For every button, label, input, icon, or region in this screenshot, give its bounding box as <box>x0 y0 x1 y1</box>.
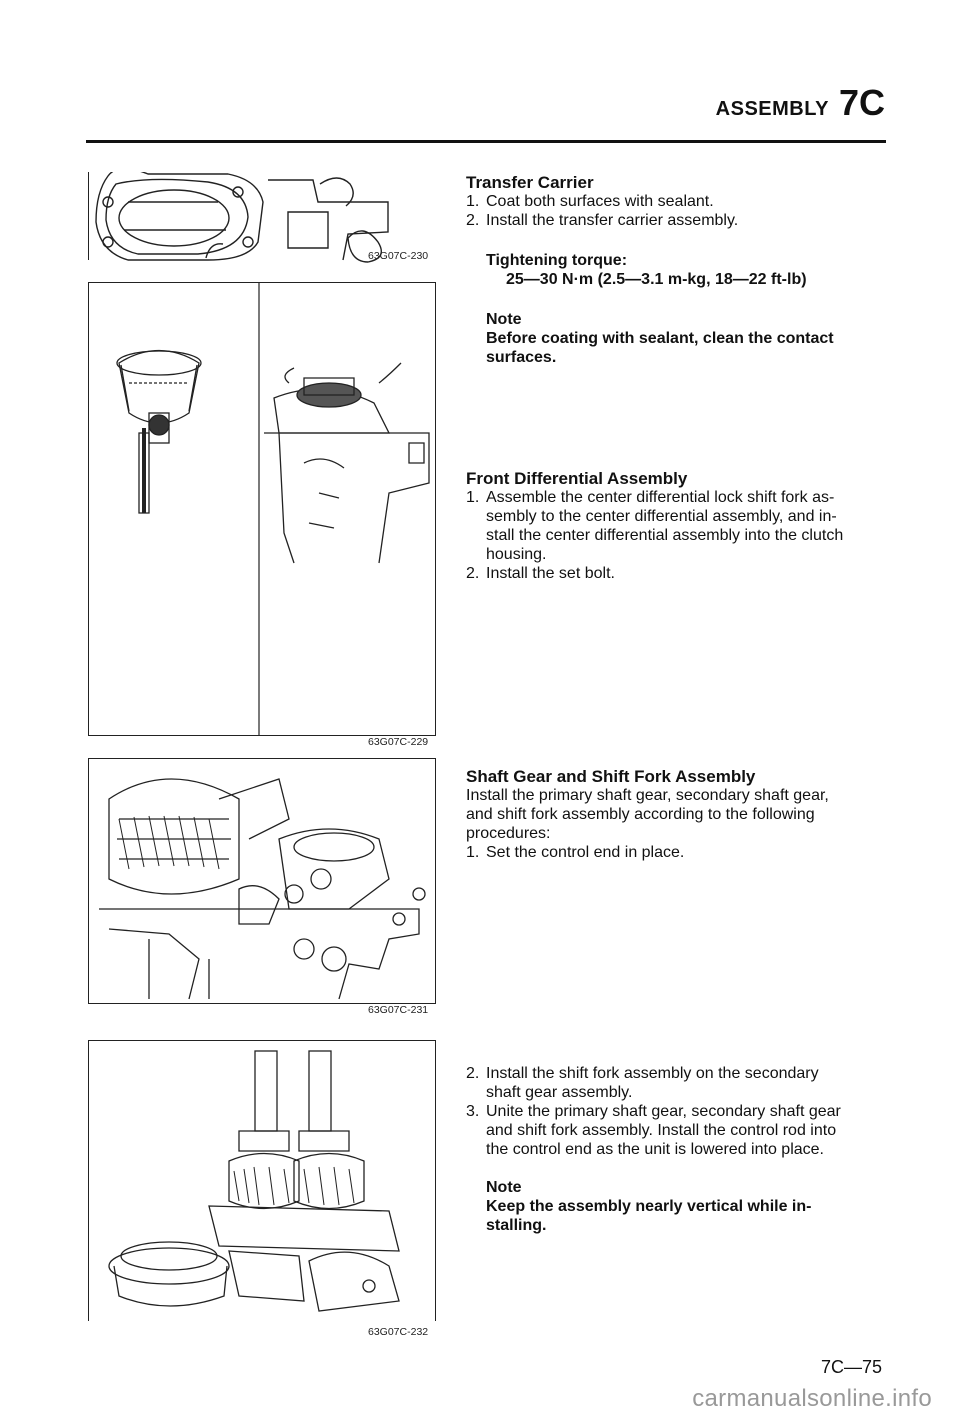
header-rule <box>86 140 886 143</box>
figure-gear-assembly <box>88 1040 436 1321</box>
torque-label: Tightening torque: <box>486 252 628 269</box>
transfer-carrier-step-2: 2. Install the transfer carrier assembly. <box>466 212 739 229</box>
figure-code-229: 63G07C-229 <box>368 736 429 748</box>
transfer-carrier-title: Transfer Carrier <box>466 173 594 192</box>
shaft-gear-note-label: Note <box>486 1179 522 1196</box>
shaft-gear-note-line-2: stalling. <box>486 1217 547 1234</box>
shaft-gear-note-line-1: Keep the assembly nearly vertical while in- <box>486 1198 812 1215</box>
page-number: 7C—75 <box>820 1357 882 1377</box>
transfer-carrier-note-line-2: surfaces. <box>486 349 557 366</box>
transfer-carrier-section <box>466 173 886 367</box>
shaft-gear-title: Shaft Gear and Shift Fork Assembly <box>466 767 756 786</box>
shaft-gear-continued-section <box>466 1064 886 1235</box>
page-header <box>716 82 885 124</box>
front-differential-section <box>466 469 886 583</box>
transfer-carrier-note-label: Note <box>486 311 522 328</box>
figure-front-differential <box>88 282 436 736</box>
figure-code-230: 63G07C-230 <box>368 250 429 262</box>
shaft-gear-intro-line-3: procedures: <box>466 825 551 842</box>
front-differential-step-1: 1. Assemble the center differential lock shift fork as- sembly to the center differential assembly, and in- stall the center differential assembly into the clutch housing. <box>466 489 844 563</box>
shaft-gear-section <box>466 767 886 862</box>
section-title: ASSEMBLY <box>715 98 829 120</box>
shaft-gear-intro-line-1: Install the primary shaft gear, secondary shaft gear, <box>466 787 829 804</box>
site-watermark: carmanualsonline.info <box>692 1385 932 1412</box>
front-differential-step-2: 2. Install the set bolt. <box>466 565 615 582</box>
torque-value: 25—30 N·m (2.5—3.1 m-kg, 18—22 ft-lb) <box>506 271 807 288</box>
shaft-gear-intro-line-2: and shift fork assembly according to the following <box>466 806 815 823</box>
figure-code-232: 63G07C-232 <box>368 1326 429 1338</box>
shaft-gear-step-1: 1. Set the control end in place. <box>466 844 685 861</box>
figure-control-end <box>88 758 436 1004</box>
shaft-gear-step-2: 2. Install the shift fork assembly on the secondary shaft gear assembly. <box>466 1065 819 1101</box>
figure-code-231: 63G07C-231 <box>368 1004 429 1016</box>
front-differential-title: Front Differential Assembly <box>466 469 688 488</box>
shaft-gear-step-3: 3. Unite the primary shaft gear, secondary shaft gear and shift fork assembly. Install the control rod into the control end as the unit is lowered into place. <box>466 1103 841 1158</box>
transfer-carrier-step-1: 1. Coat both surfaces with sealant. <box>466 193 714 210</box>
section-code: 7C <box>838 82 885 123</box>
transfer-carrier-note-line-1: Before coating with sealant, clean the contact <box>486 330 834 347</box>
